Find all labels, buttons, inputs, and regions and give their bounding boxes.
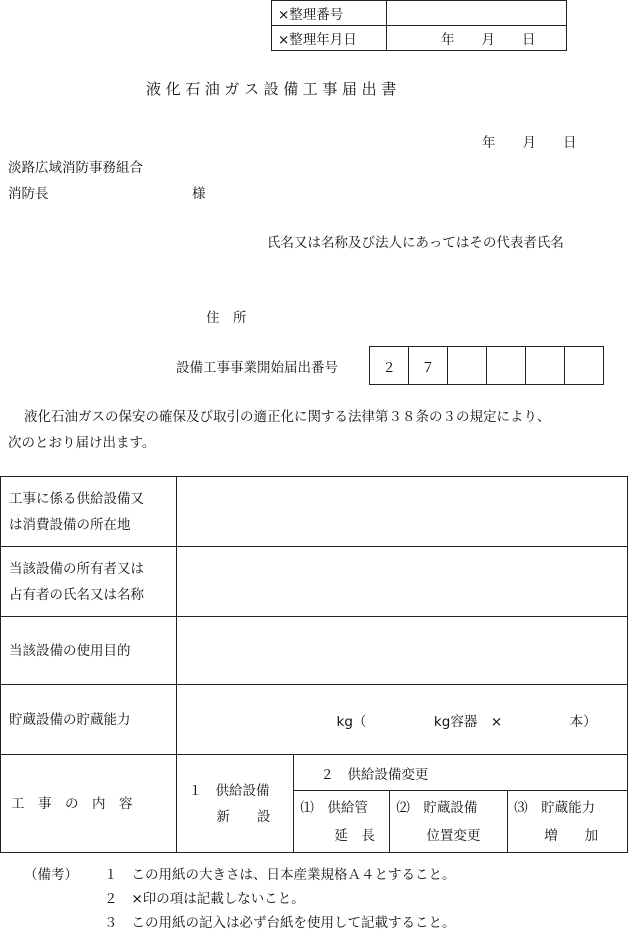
notes-label: （備考） (24, 867, 78, 883)
capacity-row (1, 685, 628, 755)
capacity-label: 貯蔵設備の貯蔵能力 (1, 685, 177, 755)
location-row (1, 477, 628, 547)
application-number-boxes (369, 346, 604, 385)
seiri-nengappi-field[interactable]: 年 月 日 (387, 26, 567, 51)
application-number-digit[interactable]: ７ (409, 347, 448, 385)
work-option-change-header: ２ 供給設備変更 (294, 755, 628, 791)
note-text: この用紙の大きさは、日本産業規格Ａ４とすること。 (131, 867, 456, 883)
application-number-label: 設備工事事業開始届出番号 (176, 360, 338, 376)
note-text: この用紙の記入は必ず台紙を使用して記載すること。 (131, 915, 456, 931)
location-field[interactable] (176, 477, 627, 547)
location-label: 工事に係る供給設備又 は消費設備の所在地 (1, 477, 177, 547)
note-number: １ (104, 867, 118, 883)
note-item (104, 887, 305, 907)
date-line: 年 月 日 (482, 135, 577, 151)
reference-box (271, 0, 567, 51)
purpose-field[interactable] (176, 617, 627, 685)
owner-field[interactable] (176, 547, 627, 617)
note-number: ２ (104, 891, 118, 907)
note-item (104, 911, 456, 931)
purpose-row (1, 617, 628, 685)
owner-label: 当該設備の所有者又は 占有者の氏名又は名称 (1, 547, 177, 617)
purpose-label: 当該設備の使用目的 (1, 617, 177, 685)
addressee-org: 淡路広域消防事務組合 (8, 160, 143, 176)
work-sub-capacity-increase[interactable]: ⑶ 貯蔵能力 増 加 (508, 791, 628, 853)
application-number-digit[interactable] (565, 347, 604, 385)
application-number-digit[interactable] (448, 347, 487, 385)
work-row-top (1, 755, 628, 791)
application-number-digit[interactable] (487, 347, 526, 385)
work-sub-storage-relocation[interactable]: ⑵ 貯蔵設備 位置変更 (390, 791, 508, 853)
work-sub-pipe-extension[interactable]: ⑴ 供給管 延 長 (294, 791, 390, 853)
page-title: 液化石油ガス設備工事届出書 (146, 80, 401, 98)
work-option-new[interactable]: １ 供給設備 新 設 (176, 755, 294, 853)
statement-line-1: 液化石油ガスの保安の確保及び取引の適正化に関する法律第３８条の３の規定により、 (24, 409, 551, 425)
note-item (104, 863, 456, 883)
note-text: ×印の項は記載しないこと。 (131, 891, 305, 907)
note-number: ３ (104, 915, 118, 931)
work-label: 工 事 の 内 容 (1, 755, 177, 853)
seiri-bango-field[interactable] (387, 1, 567, 26)
seiri-nengappi-label: ×整理年月日 (272, 26, 387, 51)
applicant-name-label: 氏名又は名称及び法人にあってはその代表者氏名 (267, 235, 564, 251)
applicant-address-label: 住 所 (206, 310, 247, 326)
form-table (0, 476, 628, 853)
seiri-bango-label: ×整理番号 (272, 1, 387, 26)
owner-row (1, 547, 628, 617)
capacity-field[interactable]: kg（ kg容器 × 本） (176, 685, 627, 755)
application-number-digit[interactable] (526, 347, 565, 385)
addressee-honorific: 様 (192, 186, 206, 202)
application-number-digit[interactable]: ２ (370, 347, 409, 385)
statement-line-2: 次のとおり届け出ます。 (8, 435, 156, 451)
addressee-title: 消防長 (8, 186, 49, 202)
